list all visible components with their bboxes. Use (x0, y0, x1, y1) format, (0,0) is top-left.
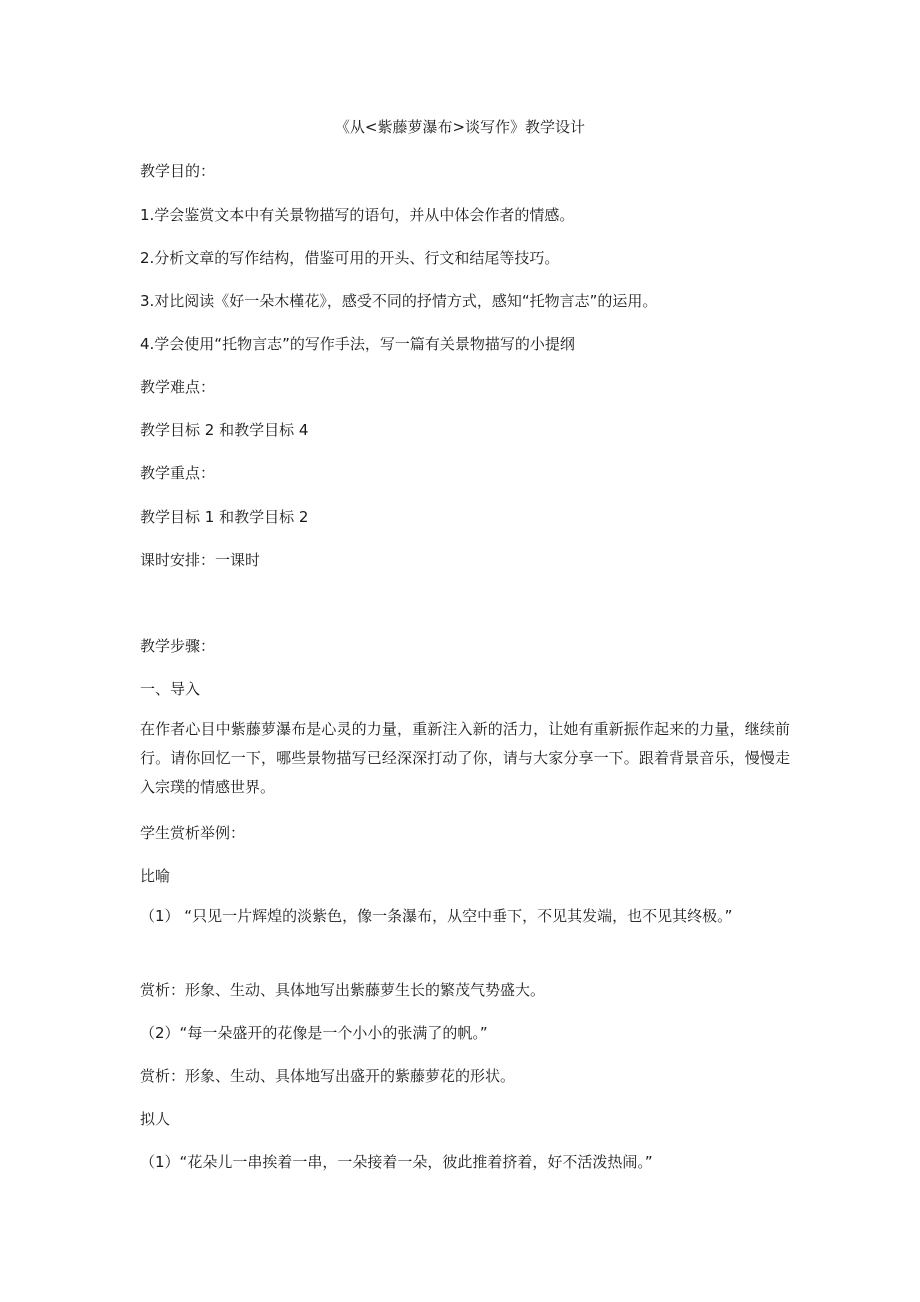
metaphor-example-2: （2）“每一朵盛开的花像是一个小小的张满了的帆。” (140, 1024, 488, 1042)
intro-paragraph: 在作者心目中紫藤萝瀑布是心灵的力量，重新注入新的活力，让她有重新振作起来的力量，继续前行。请你回忆一下，哪些景物描写已经深深打动了你，请与大家分享一下。跟着背景音乐，慢慢走入宗璞的情感世界。 (140, 720, 790, 796)
objective-3: 3.对比阅读《好一朵木槿花》，感受不同的抒情方式，感知“托物言志”的运用。 (140, 292, 658, 310)
personification-example-1: （1）“花朵儿一串挨着一串，一朵接着一朵，彼此推着挤着，好不活泼热闹。” (140, 1153, 653, 1171)
metaphor-example-1: （1） “只见一片辉煌的淡紫色，像一条瀑布，从空中垂下，不见其发端，也不见其终极。” (140, 907, 733, 925)
examples-heading: 学生赏析举例： (140, 824, 246, 842)
metaphor-analysis-1: 赏析：形象、生动、具体地写出紫藤萝生长的繁茂气势盛大。 (140, 981, 546, 999)
schedule: 课时安排：一课时 (140, 551, 261, 569)
steps-heading: 教学步骤： (140, 637, 216, 655)
difficulty-heading: 教学难点： (140, 378, 216, 396)
objective-1: 1.学会鉴赏文本中有关景物描写的语句，并从中体会作者的情感。 (140, 206, 575, 224)
focus-content: 教学目标 1 和教学目标 2 (140, 508, 309, 526)
document-title: 《从<紫藤萝瀑布>谈写作》教学设计 (334, 118, 586, 136)
difficulty-content: 教学目标 2 和教学目标 4 (140, 421, 309, 439)
objective-4: 4.学会使用“托物言志”的写作手法，写一篇有关景物描写的小提纲 (140, 335, 575, 353)
metaphor-analysis-2: 赏析：形象、生动、具体地写出盛开的紫藤萝花的形状。 (140, 1067, 516, 1085)
objectives-heading: 教学目的： (140, 162, 216, 180)
focus-heading: 教学重点： (140, 464, 216, 482)
personification-heading: 拟人 (140, 1110, 171, 1128)
metaphor-heading: 比喻 (140, 867, 171, 885)
objective-2: 2.分析文章的写作结构，借鉴可用的开头、行文和结尾等技巧。 (140, 249, 560, 267)
section-intro-heading: 一、导入 (140, 680, 201, 698)
